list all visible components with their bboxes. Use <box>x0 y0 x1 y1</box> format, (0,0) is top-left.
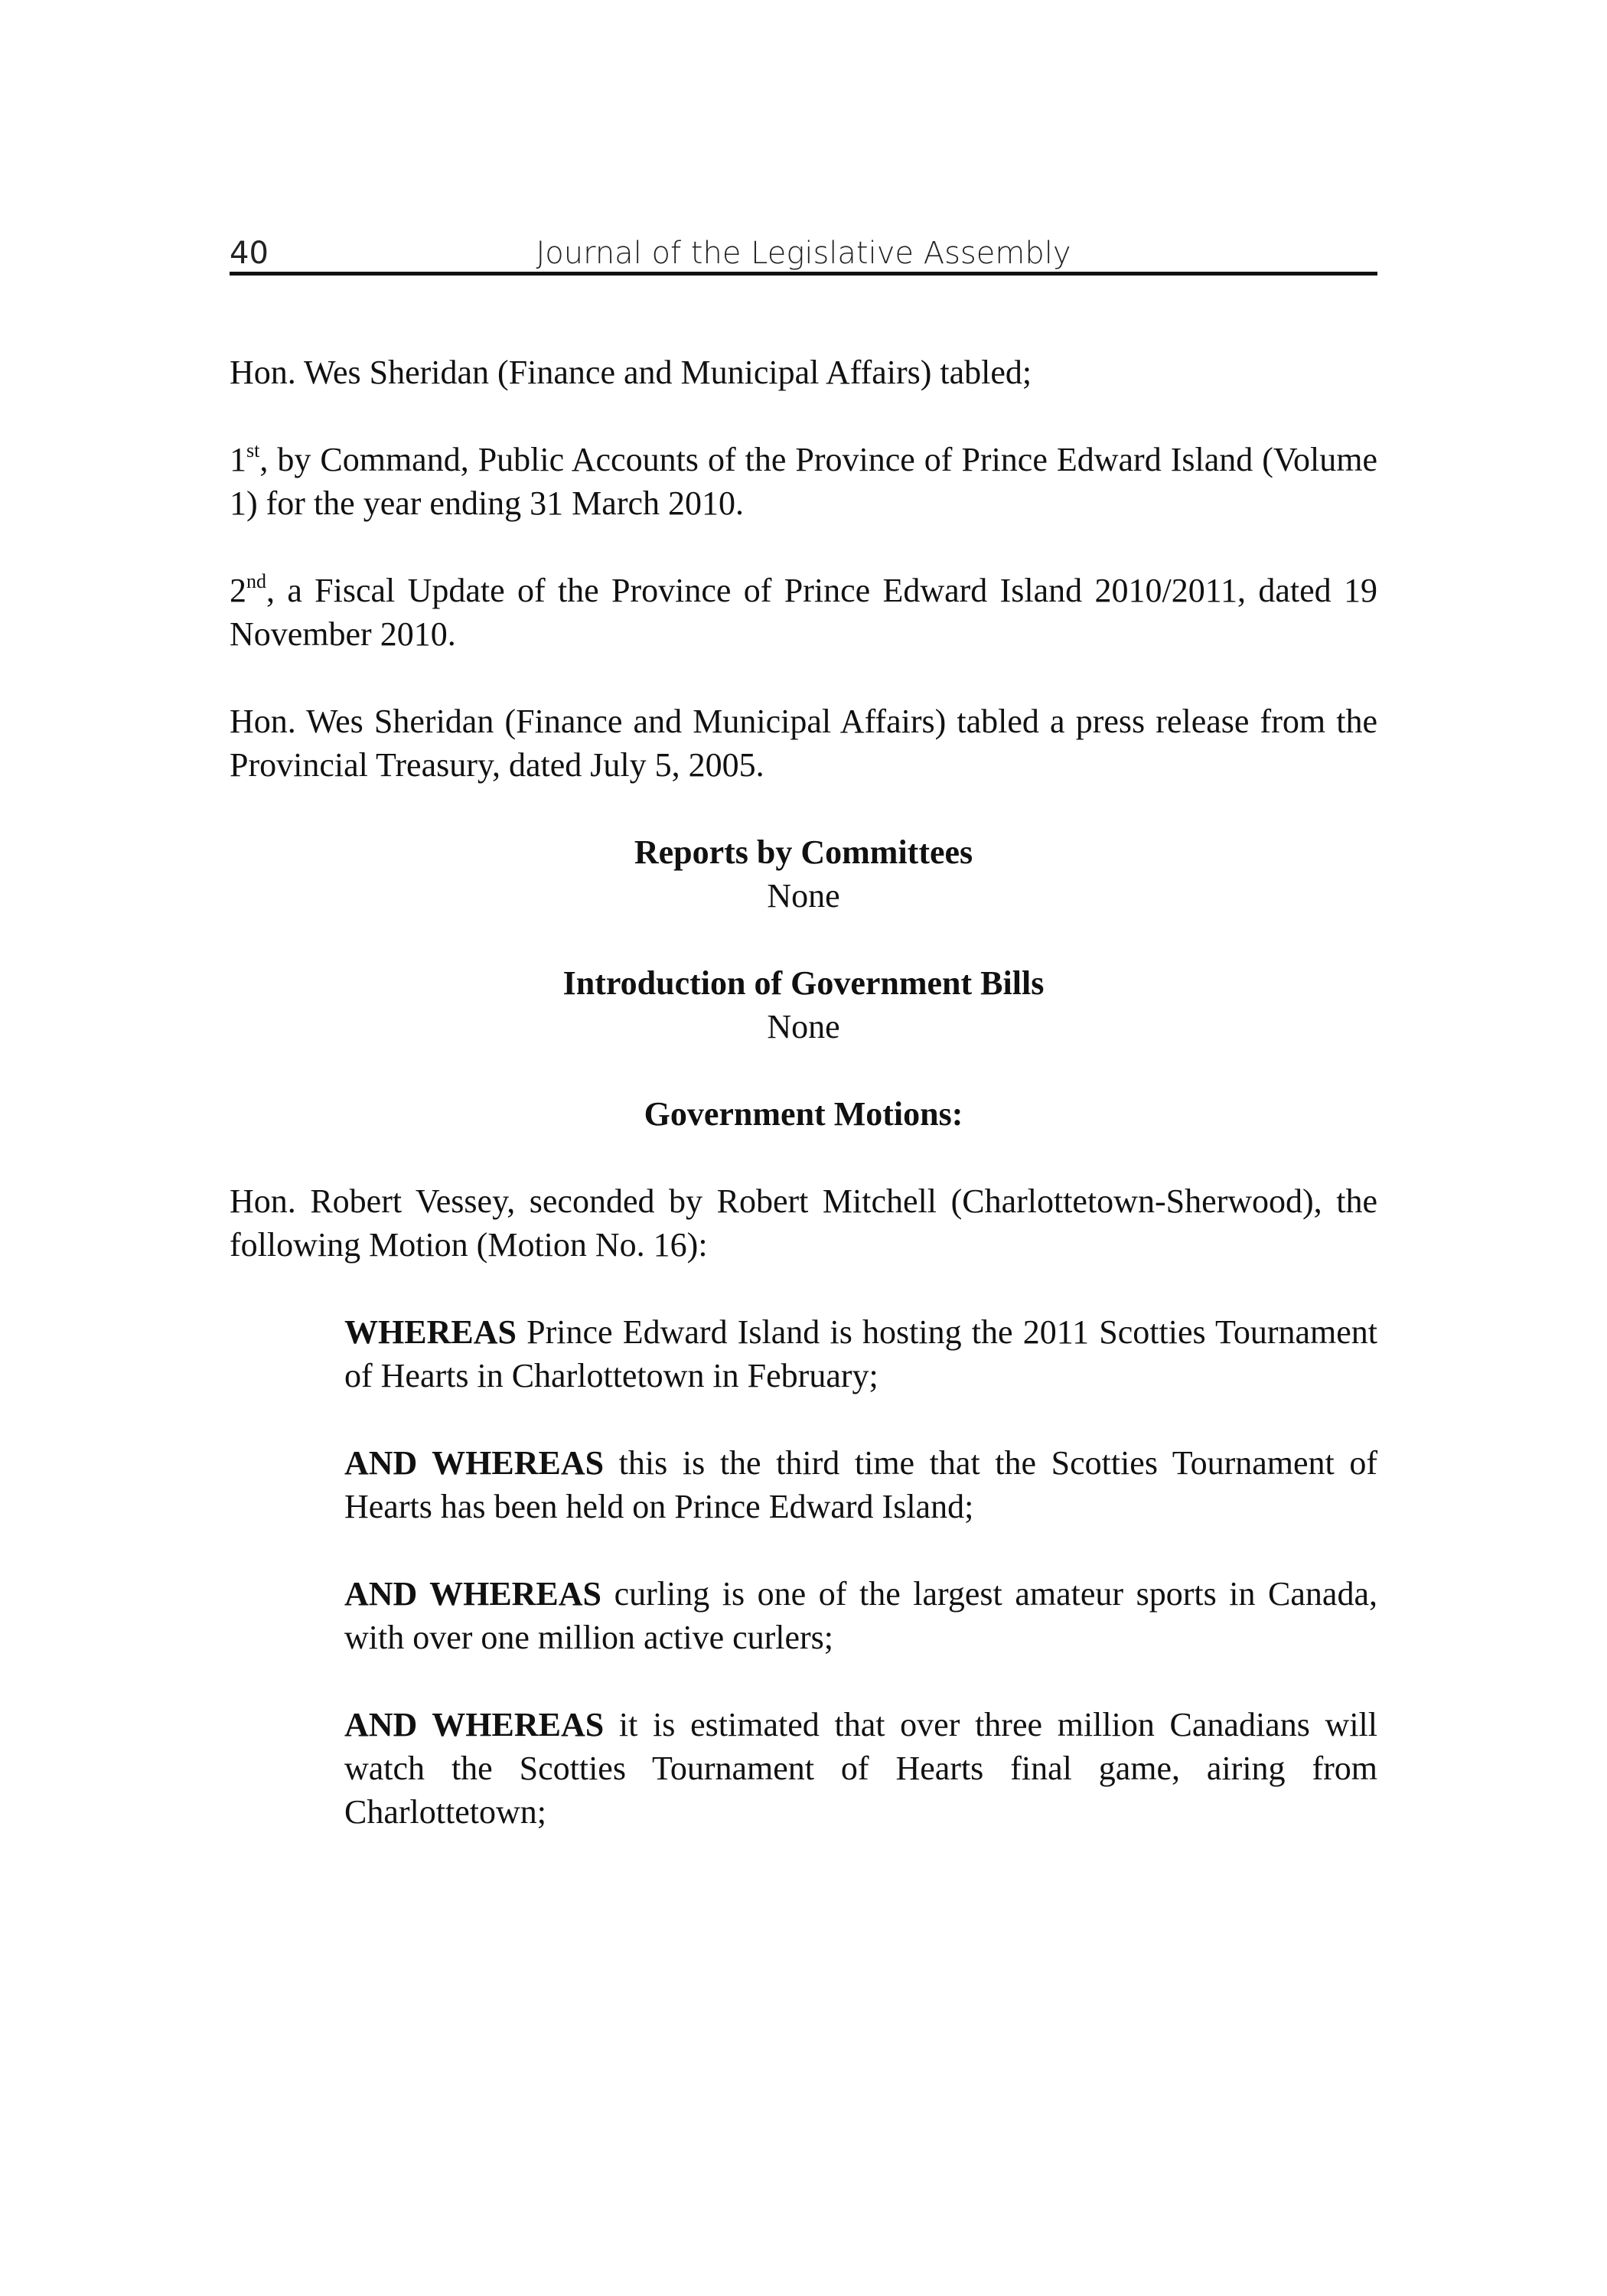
whereas-keyword: AND WHEREAS <box>344 1444 605 1482</box>
reports-none: None <box>767 877 840 915</box>
page-header <box>230 230 1377 277</box>
tabled-item-1 <box>230 438 1377 525</box>
whereas-keyword: AND WHEREAS <box>344 1575 602 1613</box>
whereas-clause <box>344 1441 1377 1528</box>
whereas-clause <box>344 1703 1377 1834</box>
header-rule <box>230 272 1377 276</box>
whereas-text: curling is one of the largest amateur sports in Canada, with over one million active curlers; <box>344 1575 1377 1656</box>
bills-heading: Introduction of Government Bills <box>562 964 1045 1002</box>
whereas-text: it is estimated that over three million Canadians will watch the Scotties Tournament of Hearts final game, airing from Charlottetown; <box>344 1706 1378 1831</box>
page-number: 40 <box>230 236 269 271</box>
press-release-statement: Hon. Wes Sheridan (Finance and Municipal Affairs) tabled a press release from the Provincial Treasury, dated July 5, 2005. <box>230 703 1377 784</box>
tabled-item-1-text: , by Command, Public Accounts of the Province of Prince Edward Island (Volume 1) for the year ending 31 March 2010. <box>230 441 1377 522</box>
page-body <box>230 351 1377 1834</box>
reports-heading: Reports by Committees <box>634 833 973 871</box>
tabled-item-2-ordinal: 2 <box>230 572 246 609</box>
tabling-statement: Hon. Wes Sheridan (Finance and Municipal Affairs) tabled; <box>230 354 1032 391</box>
running-title: Journal of the Legislative Assembly <box>536 236 1071 271</box>
whereas-clause <box>344 1572 1377 1659</box>
whereas-text: this is the third time that the Scotties Tournament of Hearts has been held on Prince Edward Island; <box>344 1444 1377 1525</box>
motion-intro: Hon. Robert Vessey, seconded by Robert Mitchell (Charlottetown-Sherwood), the following Motion (Motion No. 16): <box>230 1182 1377 1264</box>
reports-section <box>230 830 1377 918</box>
whereas-text: Prince Edward Island is hosting the 2011 Scotties Tournament of Hearts in Charlottetown in February; <box>344 1313 1377 1394</box>
whereas-keyword: WHEREAS <box>344 1313 517 1351</box>
tabled-item-2-suffix: nd <box>246 570 266 592</box>
motions-section <box>230 1092 1377 1136</box>
bills-section <box>230 961 1377 1049</box>
motions-heading: Government Motions: <box>644 1095 963 1133</box>
tabled-item-1-ordinal: 1 <box>230 441 246 478</box>
whereas-clause <box>344 1310 1377 1397</box>
bills-none: None <box>767 1008 840 1045</box>
journal-page <box>230 230 1377 1834</box>
tabled-item-2-text: , a Fiscal Update of the Province of Prince Edward Island 2010/2011, dated 19 November 2010. <box>230 572 1377 653</box>
whereas-keyword: AND WHEREAS <box>344 1706 605 1743</box>
tabled-item-2 <box>230 569 1377 656</box>
tabled-item-1-suffix: st <box>246 439 260 461</box>
